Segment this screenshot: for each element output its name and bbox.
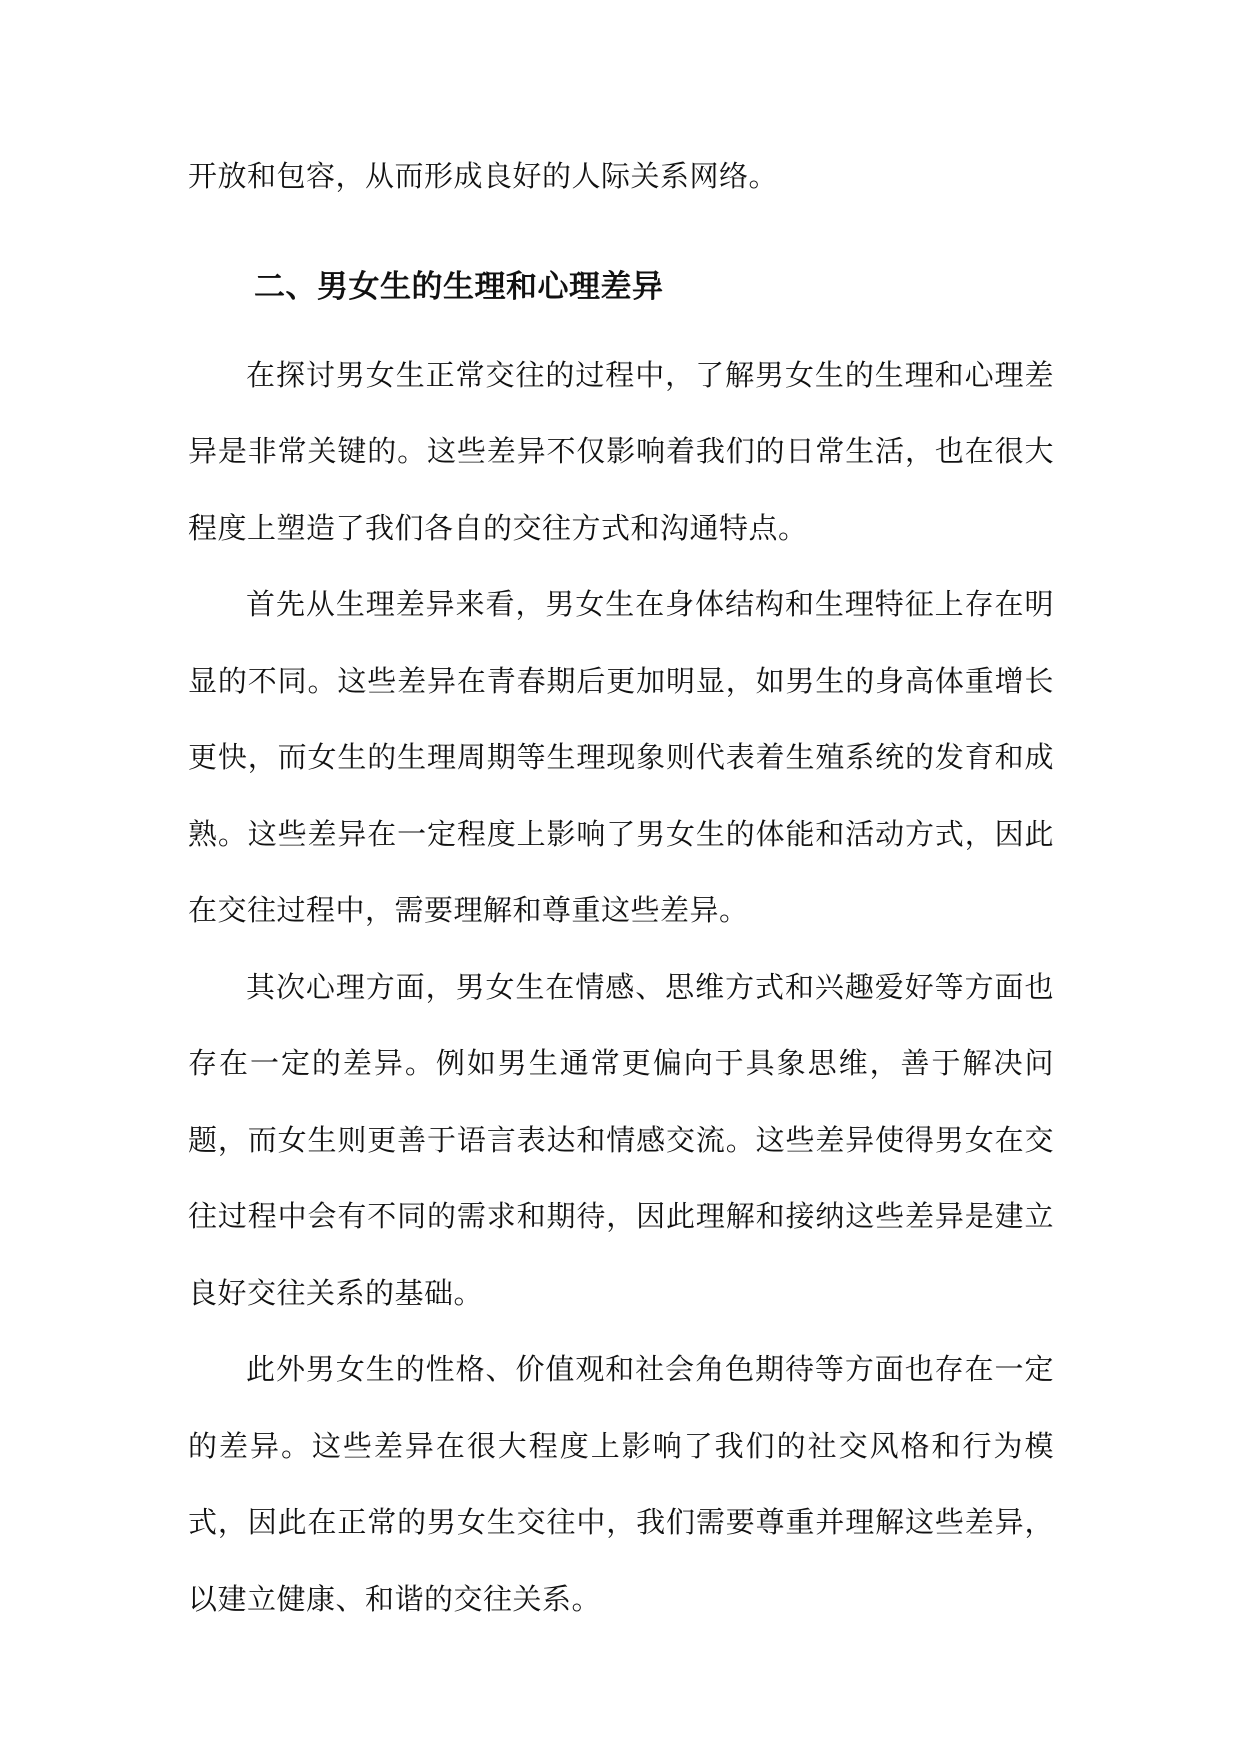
body-paragraph-4: 此外男女生的性格、价值观和社会角色期待等方面也存在一定的差异。这些差异在很大程度上影响了我们的社交风格和行为模式，因此在正常的男女生交往中，我们需要尊重并理解这些差异，以建立健康、和谐的交往关系。	[188, 1352, 1054, 1616]
lead-paragraph: 开放和包容，从而形成良好的人际关系网络。	[188, 159, 779, 193]
page-content	[188, 138, 1054, 1637]
body-paragraph-1: 在探讨男女生正常交往的过程中，了解男女生的生理和心理差异是非常关键的。这些差异不仅影响着我们的日常生活，也在很大程度上塑造了我们各自的交往方式和沟通特点。	[188, 357, 1054, 545]
body-paragraph-3: 其次心理方面，男女生在情感、思维方式和兴趣爱好等方面也存在一定的差异。例如男生通常更偏向于具象思维，善于解决问题，而女生则更善于语言表达和情感交流。这些差异使得男女在交往过程中会有不同的需求和期待，因此理解和接纳这些差异是建立良好交往关系的基础。	[188, 969, 1054, 1310]
section-heading: 二、男女生的生理和心理差异	[254, 268, 664, 305]
body-paragraph-2: 首先从生理差异来看，男女生在身体结构和生理特征上存在明显的不同。这些差异在青春期后更加明显，如男生的身高体重增长更快，而女生的生理周期等生理现象则代表着生殖系统的发育和成熟。这些差异在一定程度上影响了男女生的体能和活动方式，因此在交往过程中，需要理解和尊重这些差异。	[188, 587, 1054, 927]
